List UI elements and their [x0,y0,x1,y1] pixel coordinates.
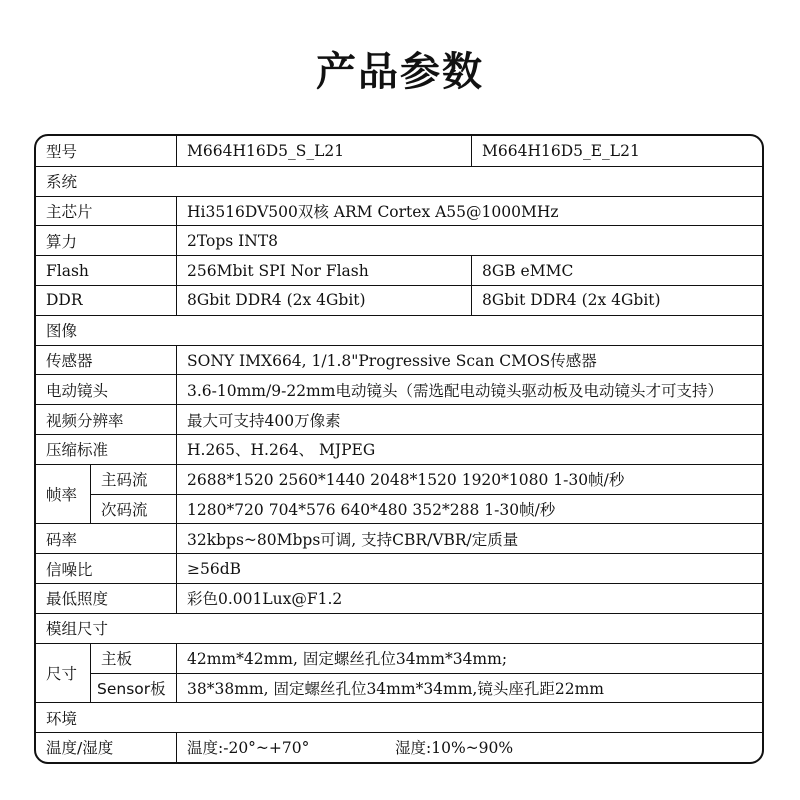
row-value: 1280*720 704*576 640*480 352*288 1-30帧/秒 [187,501,556,520]
row-label: 电动镜头 [36,375,177,404]
row-label: 视频分辨率 [36,405,177,434]
section-system [36,166,762,196]
row-label: 温度/湿度 [36,733,177,762]
section-title: 模组尺寸 [46,620,109,639]
model-value-s: M664H16D5_S_L21 [177,136,472,166]
section-title: 环境 [46,709,78,728]
section-title: 图像 [46,322,78,341]
row-label: 压缩标准 [36,435,177,464]
section-environment [36,702,762,732]
table-row-chip [36,196,762,226]
row-label: 传感器 [36,346,177,375]
row-value: SONY IMX664, 1/1.8"Progressive Scan CMOS传感器 [187,351,597,370]
row-value: H.265、H.264、 MJPEG [187,441,376,460]
page-title: 产品参数 [316,49,484,95]
group-label: 帧率 [36,465,91,524]
table-row-power [36,225,762,255]
temperature-value: 温度:-20°~+70° [187,739,310,758]
section-title: 系统 [46,173,78,192]
spec-table [34,134,764,764]
table-row-sub-stream [91,494,762,523]
row-value-e: 8Gbit DDR4 (2x 4Gbit) [482,291,661,310]
row-value: Hi3516DV500双核 ARM Cortex A55@1000MHz [187,202,559,221]
table-row-main-stream [91,465,762,494]
row-value-s: 8Gbit DDR4 (2x 4Gbit) [177,286,472,315]
row-value: 38*38mm, 固定螺丝孔位34mm*34mm,镜头座孔距22mm [187,679,604,698]
sub-label: 次码流 [91,495,177,523]
table-row-model [36,136,762,166]
row-value: 最大可支持400万像素 [187,411,341,430]
table-row-flash [36,255,762,285]
table-row-snr [36,553,762,583]
table-row-bitrate [36,523,762,553]
section-module [36,613,762,643]
row-value: 彩色0.001Lux@F1.2 [187,590,343,609]
table-group-framerate [36,464,762,524]
table-row-lens [36,374,762,404]
table-row-sensor [36,345,762,375]
row-value [177,733,762,762]
sub-label: 主板 [91,644,177,673]
row-label: Flash [36,256,177,285]
row-value: 32kbps~80Mbps可调, 支持CBR/VBR/定质量 [187,530,519,549]
row-value: 2688*1520 2560*1440 2048*1520 1920*1080 1-30帧/秒 [187,471,625,490]
row-label: 最低照度 [36,584,177,613]
row-value: 2Tops INT8 [187,231,279,250]
table-row-ddr [36,285,762,315]
table-row-mainboard [91,644,762,673]
row-label: DDR [36,286,177,315]
sub-label: Sensor板 [91,674,177,702]
table-group-size [36,643,762,703]
row-value: 42mm*42mm, 固定螺丝孔位34mm*34mm; [187,650,508,669]
row-label: 算力 [36,226,177,255]
table-row-sensor-board [91,673,762,702]
sub-label: 主码流 [91,465,177,494]
table-row-codec [36,434,762,464]
model-value-e: M664H16D5_E_L21 [482,141,640,160]
row-label: 信噪比 [36,554,177,583]
row-label: 码率 [36,524,177,553]
row-value: ≥56dB [187,559,242,578]
row-value-s: 256Mbit SPI Nor Flash [177,256,472,285]
row-value: 3.6-10mm/9-22mm电动镜头（需选配电动镜头驱动板及电动镜头才可支持） [187,381,723,400]
table-row-temp-humidity [36,732,762,762]
table-row-resolution [36,404,762,434]
section-image [36,315,762,345]
group-label: 尺寸 [36,644,91,703]
row-label: 主芯片 [36,197,177,226]
row-label: 型号 [36,136,177,166]
humidity-value: 湿度:10%~90% [395,739,514,758]
row-value-e: 8GB eMMC [482,261,574,280]
table-row-illumination [36,583,762,613]
